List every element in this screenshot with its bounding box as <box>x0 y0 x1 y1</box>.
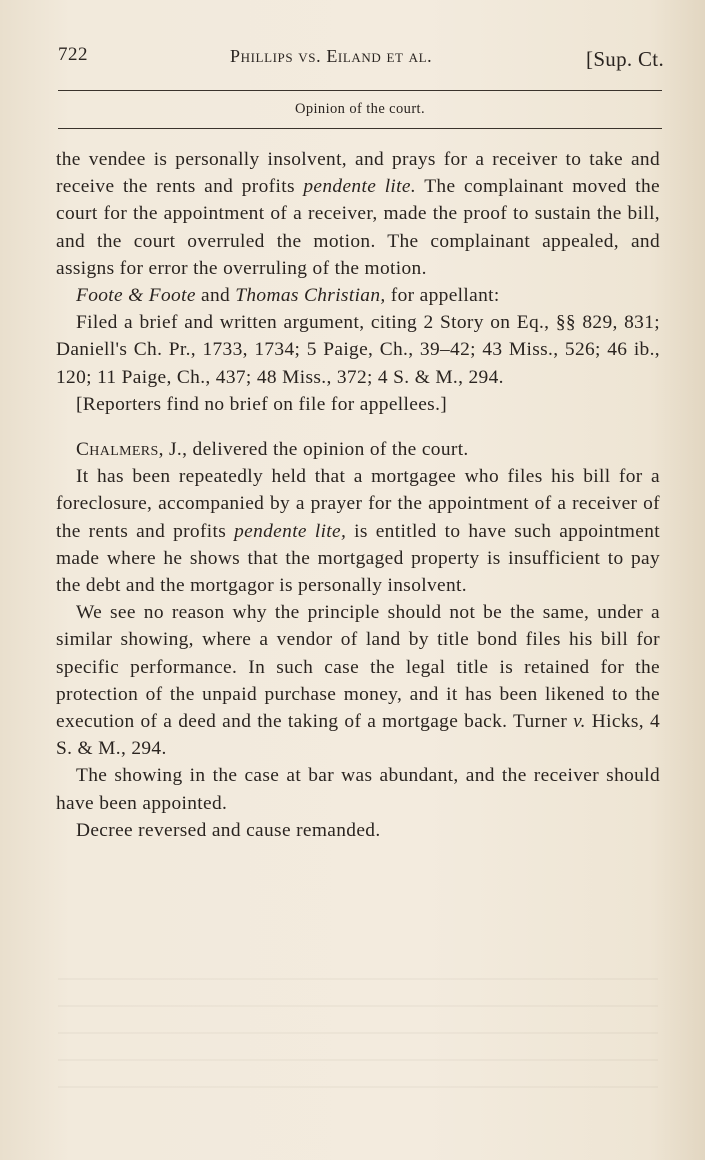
header-rule-bottom <box>58 128 662 129</box>
case-title: Phillips vs. Eiland et al. <box>230 46 433 66</box>
court-reference: [Sup. Ct. <box>586 47 664 71</box>
counsel-name: Thomas Christian, <box>235 285 386 307</box>
show-through-texture <box>58 960 658 1110</box>
paragraph-mortgagee-rule: It has been repeatedly held that a mortgagee who files his bill for a foreclosure, accompanied by a prayer for the appointment of a receiver of the rents and profits pendente lite, is entitled to have such appointment made where he shows that the mortgaged property is insufficient to pay the debt and the mortgagor is personally insolvent. <box>56 466 660 597</box>
paragraph-vendor-rule: We see no reason why the principle should not be the same, under a similar showing, where a vendor of land by title bond files his bill for specific performance. In such case the legal title is retained for the protection of the unpaid purchase money, and it has been likened to the execution of a deed and the taking of a mortgage back. Turner v. Hicks, 4 S. & M., 294. <box>56 602 660 760</box>
paragraph-facts: the vendee is personally insolvent, and prays for a receiver to take and receive the rents and profits pendente lite. The complainant moved the court for the appointment of a receiver, made the proof to sustain the bill, and the court overruled the motion. The complainant appealed, and assigns for error the overruling of the motion. <box>56 149 660 279</box>
header-rule-top <box>58 90 662 91</box>
page-header <box>58 40 668 74</box>
opinion-body <box>56 146 660 844</box>
paragraph-decree: Decree reversed and cause remanded. <box>76 819 381 841</box>
paragraph-citations: Filed a brief and written argument, citing 2 Story on Eq., §§ 829, 831; Daniell's Ch. Pr., 1733, 1734; 5 Paige, Ch., 39–42; 43 Miss., 526; 46 ib., 120; 11 Paige, Ch., 437; 48 Miss., 372; 4 S. & M., 294. <box>56 312 660 388</box>
paragraph-counsel: Foote & Foote and Thomas Christian, for appellant: <box>76 285 500 307</box>
paragraph-judge: Chalmers, J., delivered the opinion of the court. <box>76 439 469 461</box>
counsel-name: Foote & Foote <box>76 285 196 307</box>
section-heading: Opinion of the court. <box>294 101 425 117</box>
paragraph-reporters-note: [Reporters find no brief on file for appellees.] <box>76 393 448 415</box>
spacer <box>56 418 660 436</box>
judge-name: Chalmers, J., <box>76 439 188 461</box>
page-number: 722 <box>58 44 88 65</box>
paragraph-showing: The showing in the case at bar was abundant, and the receiver should have been appointed. <box>56 765 660 814</box>
